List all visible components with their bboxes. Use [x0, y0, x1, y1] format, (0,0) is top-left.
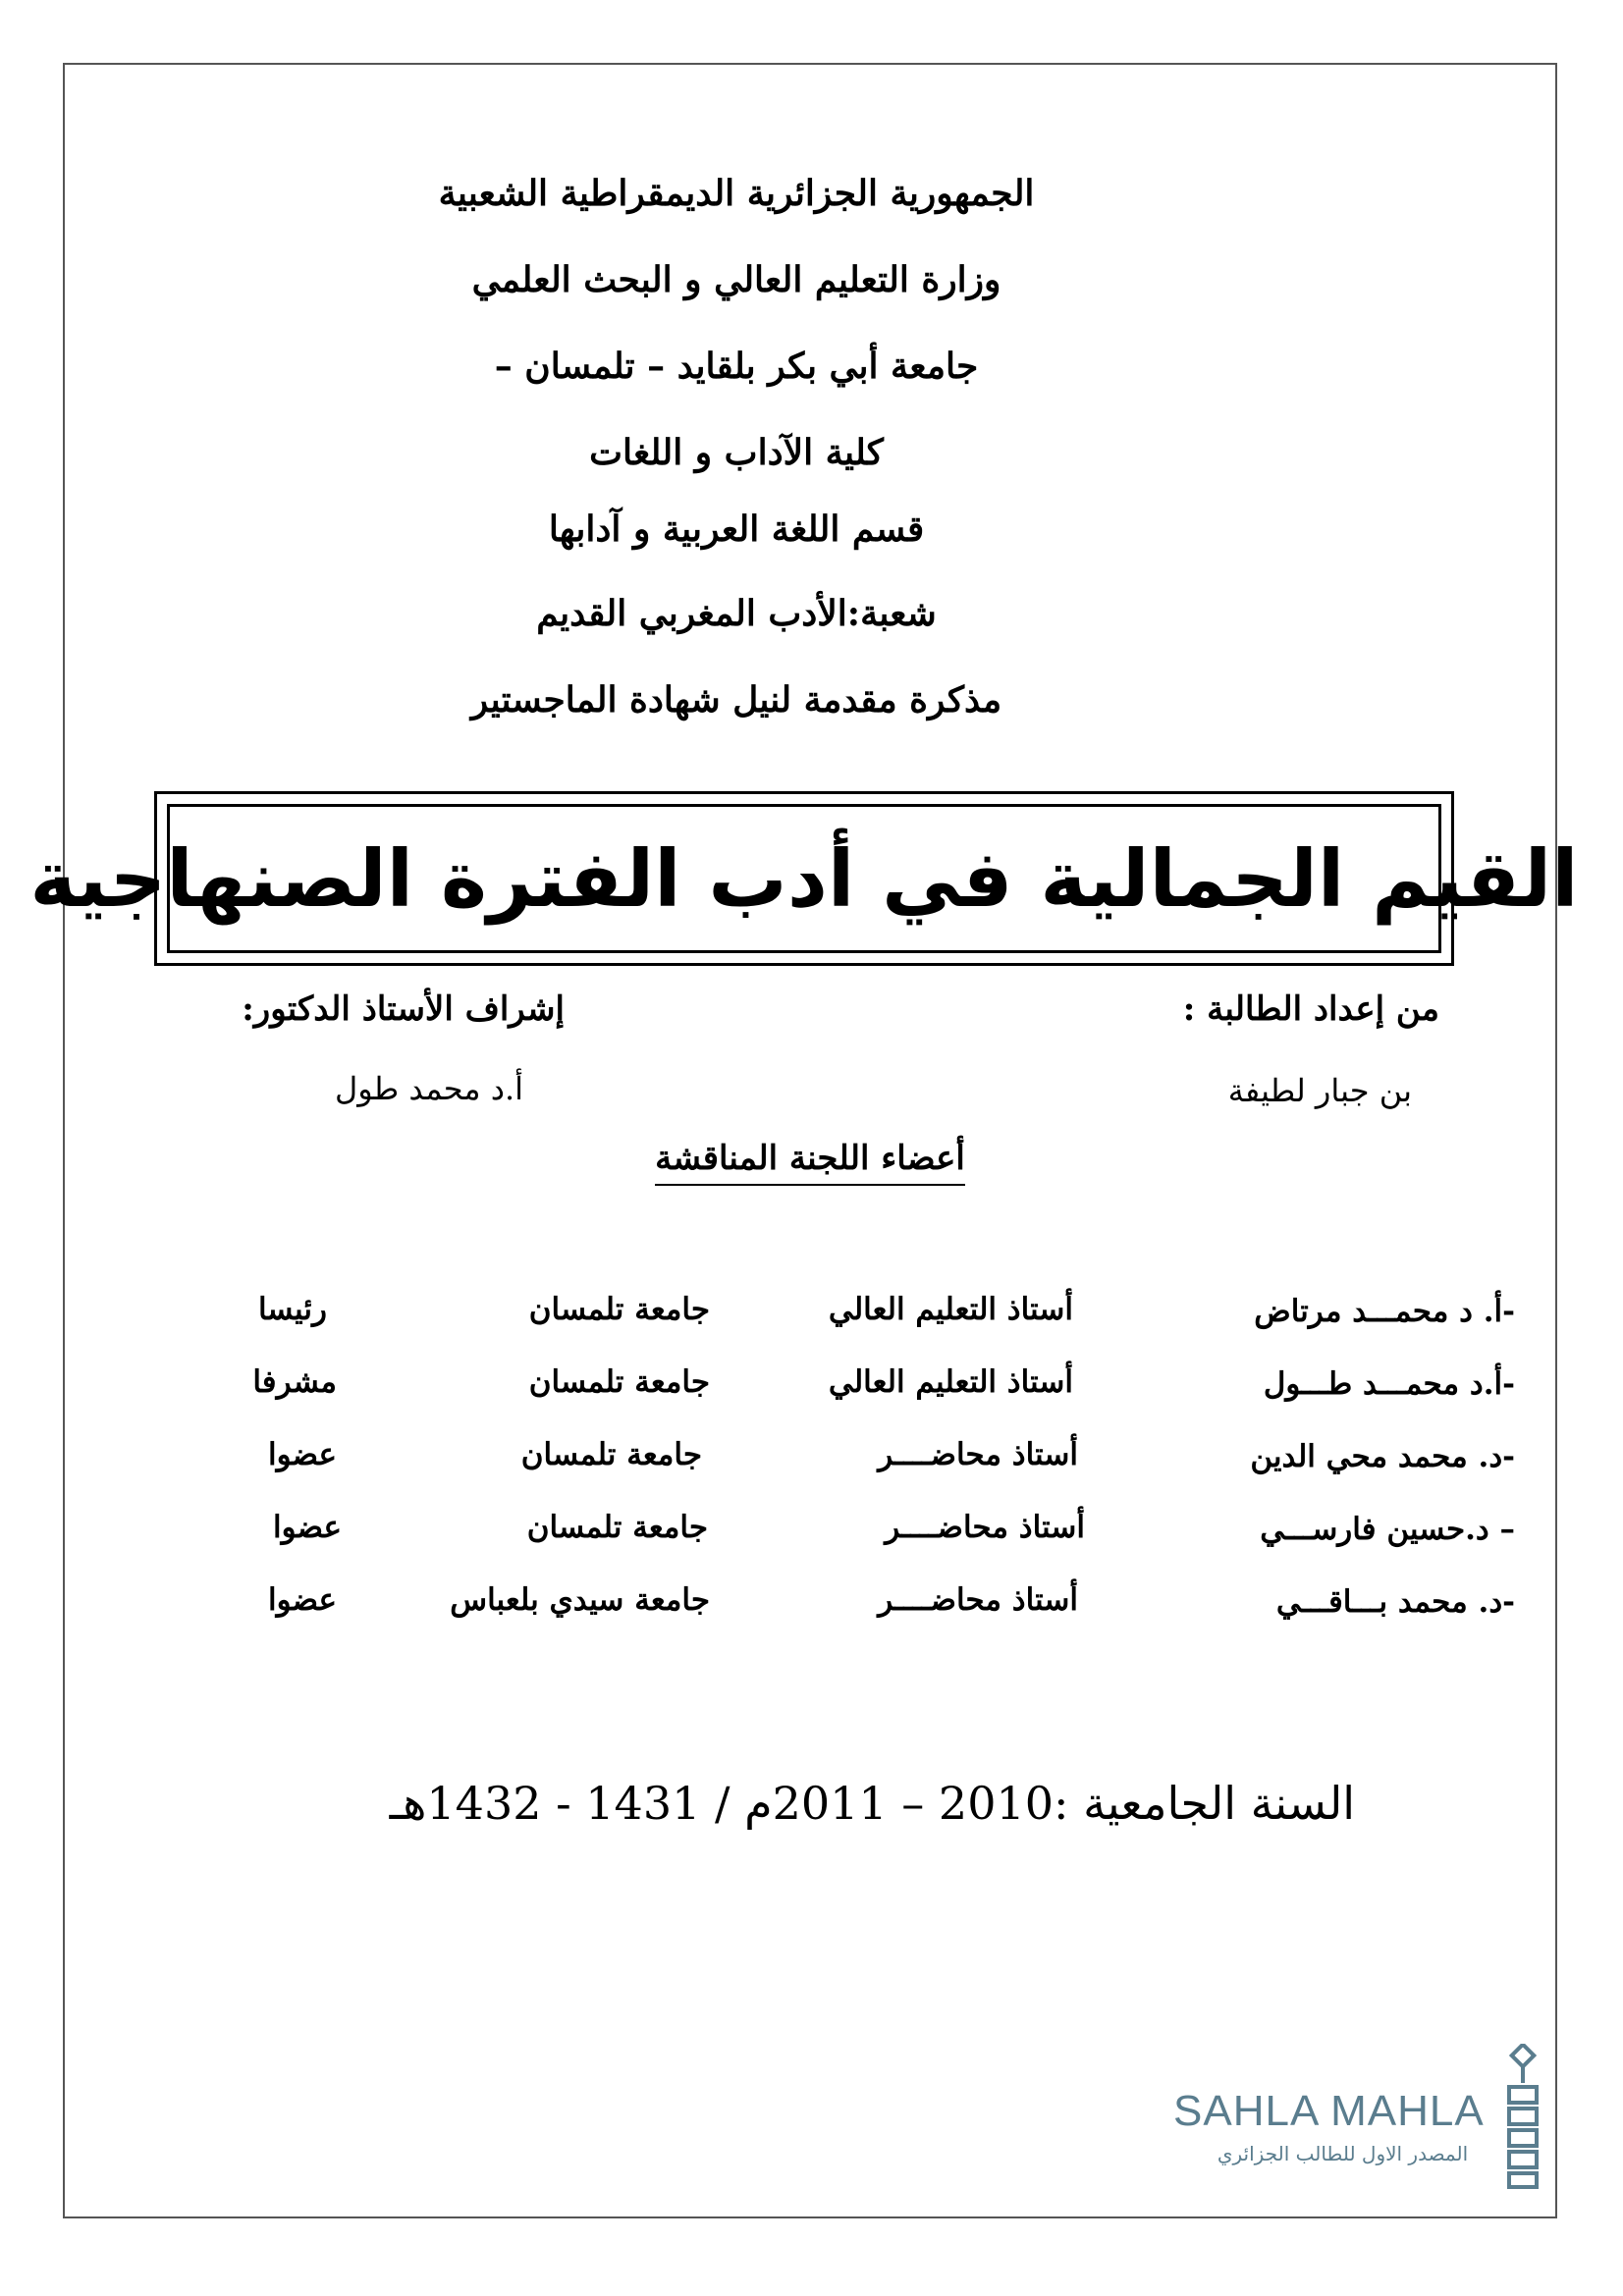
- title-frame: [29, 791, 1579, 966]
- supervisor-label: إشراف الأستاذ الدكتور:: [242, 989, 565, 1029]
- watermark-brand: SAHLA MAHLA: [1173, 2087, 1485, 2135]
- student-name: بن جبار لطيفة: [1227, 1072, 1412, 1109]
- member-name: -أ.د محمـــد طـــول: [1263, 1366, 1515, 1402]
- member-role: عضوا: [267, 1582, 337, 1618]
- member-name: -د. محمد بـــاقـــي: [1275, 1584, 1515, 1620]
- member-university: جامعة تلمسان: [528, 1292, 710, 1327]
- member-rank: أستاذ التعليم العالي: [828, 1364, 1073, 1400]
- member-rank: أستاذ محاضــــر: [878, 1582, 1078, 1618]
- member-role: مشرفا: [252, 1364, 337, 1400]
- faculty-name: كلية الآداب و اللغات: [589, 432, 884, 473]
- member-role: عضوا: [272, 1510, 342, 1545]
- watermark-tagline: المصدر الاول للطالب الجزائري: [1217, 2142, 1469, 2165]
- committee-heading-text: أعضاء اللجنة المناقشة: [655, 1139, 965, 1186]
- member-role: رئيسا: [257, 1292, 327, 1327]
- department-name: قسم اللغة العربية و آدابها: [548, 508, 925, 550]
- thesis-type: مذكرة مقدمة لنيل شهادة الماجستير: [470, 679, 1002, 721]
- member-university: جامعة تلمسان: [520, 1437, 702, 1472]
- republic-name: الجمهورية الجزائرية الديمقراطية الشعبية: [438, 173, 1035, 214]
- member-name: -د. محمد محي الدين: [1250, 1439, 1515, 1474]
- member-university: جامعة تلمسان: [526, 1510, 708, 1545]
- member-name: -أ. د محمـــد مرتاض: [1254, 1294, 1515, 1329]
- branch-name: شعبة:الأدب المغربي القديم: [536, 593, 937, 634]
- university-name: جامعة أبي بكر بلقايد – تلمسان –: [494, 346, 979, 387]
- member-rank: أستاذ محاضــــر: [885, 1510, 1085, 1545]
- ministry-name: وزارة التعليم العالي و البحث العلمي: [471, 259, 1001, 300]
- member-rank: أستاذ التعليم العالي: [828, 1292, 1073, 1327]
- member-rank: أستاذ محاضــــر: [878, 1437, 1078, 1472]
- title-inner-frame: [29, 804, 1579, 953]
- academic-year: السنة الجامعية :2010 – 2011م / 1431 - 1432هـ: [389, 1777, 1355, 1830]
- supervisor-name: أ.د محمد طول: [335, 1070, 523, 1107]
- student-label: من إعداد الطالبة :: [1182, 989, 1439, 1029]
- committee-heading: [550, 1139, 1070, 1178]
- thesis-title: القيم الجمالية في أدب الفترة الصنهاجية: [29, 832, 1579, 925]
- calligraphy-emblem-icon: [1503, 2044, 1542, 2191]
- member-role: عضوا: [267, 1437, 337, 1472]
- member-university: جامعة سيدي بلعباس: [450, 1582, 710, 1618]
- member-name: – د.حسين فارســـي: [1260, 1512, 1515, 1547]
- watermark: [1173, 2081, 1542, 2189]
- member-university: جامعة تلمسان: [528, 1364, 710, 1400]
